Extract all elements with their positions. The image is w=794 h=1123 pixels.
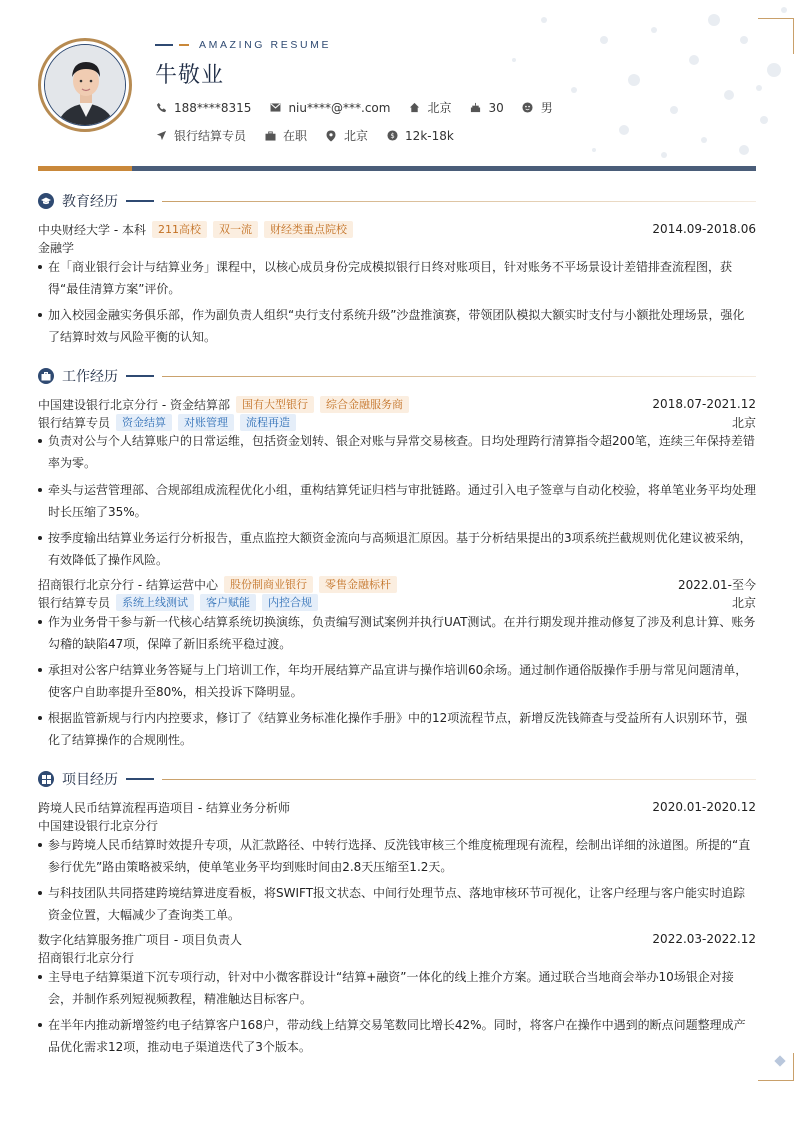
job-period: 2018.07-2021.12: [652, 397, 756, 411]
project-name: 数字化结算服务推广项目 - 项目负责人: [38, 932, 242, 947]
job-role: 银行结算专员: [38, 595, 111, 610]
project-name: 跨境人民币结算流程再造项目 - 结算业务分析师: [38, 800, 290, 815]
project-title-row: [38, 798, 756, 816]
email-text: niu****@***.com: [288, 100, 391, 115]
city-item: [408, 99, 451, 116]
contact-info-row: [155, 99, 571, 116]
major-text: 金融学: [38, 240, 75, 255]
education-bullet: 在「商业银行会计与结算业务」课程中，以核心成员身份完成模拟银行日终对账项目，针对账务不平场景设计差错排查流程图，获得“最佳清算方案”评价。: [38, 256, 756, 300]
position-text: 银行结算专员: [174, 129, 247, 143]
work-section-title: 工作经历: [62, 369, 118, 385]
skill-tag: 客户赋能: [200, 594, 256, 611]
project-org: 招商银行北京分行: [38, 950, 135, 965]
school-tag: 211高校: [152, 221, 207, 238]
status-item: [264, 127, 307, 144]
project-period: 2020.01-2020.12: [652, 800, 756, 814]
target-city-text: 北京: [344, 129, 369, 143]
candidate-name: 牛敬业: [155, 63, 225, 88]
city-text: 北京: [427, 101, 452, 115]
company-tag: 零售金融标杆: [319, 576, 397, 593]
header-subtitle-line: [155, 39, 331, 51]
school-tag: 财经类重点院校: [264, 221, 353, 238]
skill-tag: 资金结算: [116, 414, 172, 431]
job-location: 北京: [731, 415, 756, 430]
gender-text: 男: [540, 101, 553, 115]
briefcase-icon: [264, 130, 276, 142]
education-bullet: 加入校园金融实务俱乐部，作为副负责人组织“央行支付系统升级”沙盘推演赛，带领团队模拟大额实时支付与小额批处理场景，强化了结算时效与风险平衡的认知。: [38, 304, 756, 348]
salary-item: [386, 129, 454, 143]
header-subtitle: AMAZING RESUME: [199, 39, 332, 51]
cake-icon: [469, 102, 481, 114]
skill-tag: 对账管理: [178, 414, 234, 431]
job-bullet: 根据监管新规与行内内控要求，修订了《结算业务标准化操作手册》中的12项流程节点，新增反洗钱筛查与受益所有人识别环节，强化了结算操作的合规刚性。: [38, 707, 756, 751]
education-school-row: [38, 220, 756, 238]
svg-text:$: $: [389, 131, 395, 140]
phone-icon: [155, 102, 167, 114]
job-bullet: 承担对公客户结算业务答疑与上门培训工作，年均开展结算产品宣讲与操作培训60余场。通过制作通俗版操作手册与常见问题清单，使客户自助率提升至80%，相关投诉下降明显。: [38, 659, 756, 703]
skill-tag: 内控合规: [262, 594, 318, 611]
job-location: 北京: [731, 595, 756, 610]
project-org-row: [38, 948, 756, 966]
decorative-dot-pattern: [274, 0, 794, 170]
skill-tag: 系统上线测试: [116, 594, 194, 611]
phone-item: [155, 101, 251, 115]
project-org: 中国建设银行北京分行: [38, 818, 159, 833]
project-period: 2022.03-2022.12: [652, 932, 756, 946]
position-item: [155, 127, 246, 144]
project-org-row: [38, 816, 756, 834]
header-divider-bar: [38, 166, 756, 171]
work-section-header: [38, 366, 756, 386]
project-bullet: 与科技团队共同搭建跨境结算进度看板，将SWIFT报文状态、中间行处理节点、落地审核环节可视化，让客户经理与客户能实时追踪资金位置，大幅减少了查询类工单。: [38, 882, 756, 926]
status-text: 在职: [283, 129, 308, 143]
age-text: 30: [488, 100, 504, 115]
project-title-row: [38, 930, 756, 948]
company-name: 中国建设银行北京分行 - 资金结算部: [38, 397, 230, 412]
job-bullet: 牵头与运营管理部、合规部组成流程优化小组，重构结算凭证归档与审批链路。通过引入电子签章与自动化校验，将单笔业务平均处理时长压缩了35%。: [38, 479, 756, 523]
graduation-cap-icon: [38, 193, 54, 209]
grid-icon: [38, 771, 54, 787]
projects-section-header: [38, 769, 756, 789]
job-intention-row: [155, 127, 472, 144]
phone-text: 188****8315: [174, 100, 252, 115]
job-role: 银行结算专员: [38, 415, 111, 430]
school-tag: 双一流: [213, 221, 258, 238]
job-bullet: 作为业务骨干参与新一代核心结算系统切换演练，负责编写测试案例并执行UAT测试。在并行期发现并推动修复了涉及利息计算、账务勾稽的缺陷47项，保障了新旧系统平稳过渡。: [38, 611, 756, 655]
projects-section-title: 项目经历: [62, 772, 118, 788]
education-section-header: [38, 191, 756, 211]
work-icon: [38, 368, 54, 384]
job-bullet: 负责对公与个人结算账户的日常运维，包括资金划转、银企对账与异常交易核查。日均处理跨行清算指令超200笔，连续三年保持差错率为零。: [38, 430, 756, 474]
job-company-row: [38, 395, 756, 413]
skill-tag: 流程再造: [240, 414, 296, 431]
email-item: [269, 101, 390, 115]
age-item: [469, 101, 503, 115]
school-name: 中央财经大学 - 本科: [38, 222, 146, 237]
company-tag: 股份制商业银行: [224, 576, 313, 593]
education-period: 2014.09-2018.06: [652, 222, 756, 236]
gender-item: [522, 99, 553, 116]
location-pin-icon: [325, 130, 337, 142]
education-major-row: [38, 238, 756, 256]
corner-ornament-bottom: [758, 1053, 794, 1081]
job-company-row: [38, 575, 756, 593]
money-icon: [386, 130, 398, 142]
salary-text: 12k-18k: [405, 128, 454, 143]
send-icon: [155, 130, 167, 142]
target-city-item: [325, 127, 368, 144]
person-icon: [522, 102, 534, 114]
home-icon: [408, 102, 420, 114]
company-name: 招商银行北京分行 - 结算运营中心: [38, 577, 218, 592]
company-tag: 综合金融服务商: [320, 396, 409, 413]
job-period: 2022.01-至今: [678, 577, 756, 592]
project-bullet: 主导电子结算渠道下沉专项行动，针对中小微客群设计“结算+融资”一体化的线上推介方案。通过联合当地商会举办10场银企对接会，并制作系列短视频教程，精准触达目标客户。: [38, 966, 756, 1010]
job-role-row: [38, 593, 756, 611]
job-bullet: 按季度输出结算业务运行分析报告，重点监控大额资金流向与高频退汇原因。基于分析结果提出的3项系统拦截规则优化建议被采纳，有效降低了操作风险。: [38, 527, 756, 571]
company-tag: 国有大型银行: [236, 396, 314, 413]
project-bullet: 在半年内推动新增签约电子结算客户168户，带动线上结算交易笔数同比增长42%。同时，将客户在操作中遇到的断点问题整理成产品优化需求12项，推动电子渠道迭代了3个版本。: [38, 1014, 756, 1058]
project-bullet: 参与跨境人民币结算时效提升专项，从汇款路径、中转行选择、反洗钱审核三个维度梳理现有流程，绘制出详细的泳道图。所提的“直参行优先”路由策略被采纳，使单笔业务平均到账时间由2.8天压缩至1.2天。: [38, 834, 756, 878]
portrait-photo: [45, 45, 126, 126]
job-role-row: [38, 413, 756, 431]
email-icon: [269, 102, 281, 114]
avatar: [38, 38, 132, 132]
corner-ornament-top: [758, 18, 794, 54]
education-section-title: 教育经历: [62, 194, 118, 210]
